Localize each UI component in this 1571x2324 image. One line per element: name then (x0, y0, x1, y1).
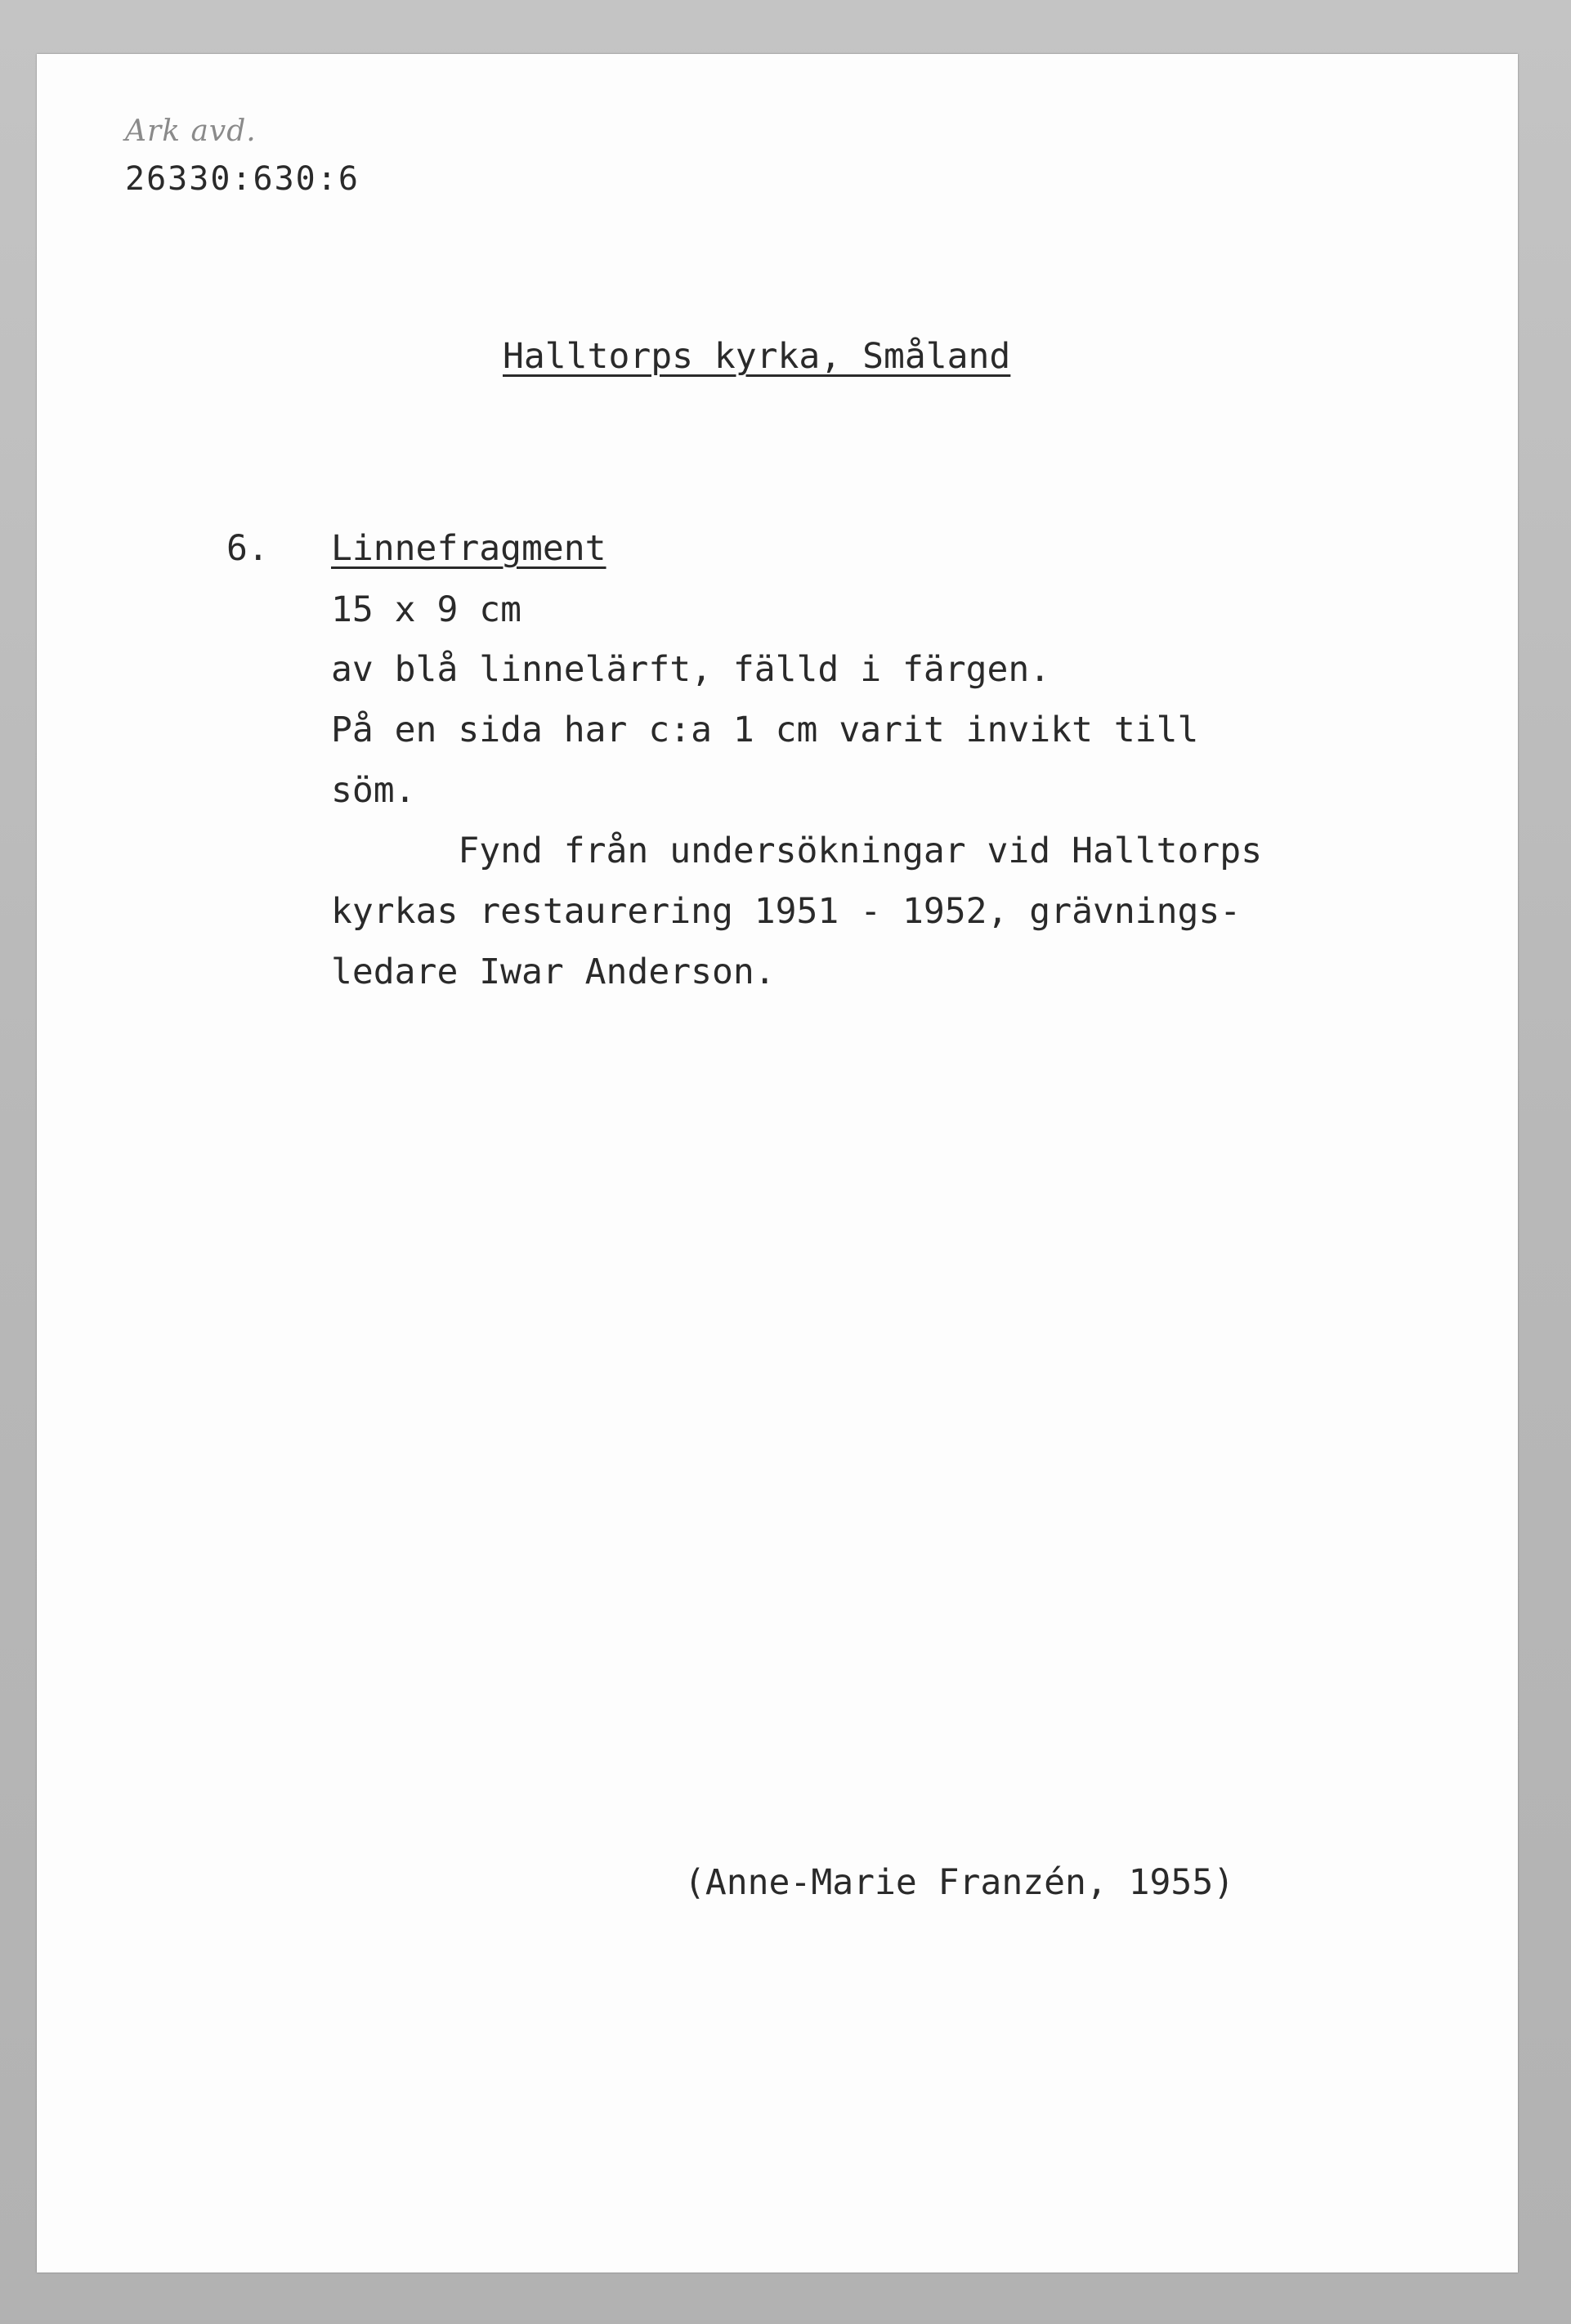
body-line: kyrkas restaurering 1951 - 1952, grävnings- (331, 891, 1242, 932)
body-line: 15 x 9 cm (331, 589, 521, 630)
body-line: På en sida har c:a 1 cm varit invikt till (331, 710, 1199, 750)
body-line: söm. (331, 770, 416, 811)
index-card (37, 54, 1518, 2273)
signature: (Anne-Marie Franzén, 1955) (684, 1862, 1235, 1903)
handwritten-note: Ark avd. (125, 114, 257, 148)
item-heading: Linnefragment (331, 528, 606, 569)
item-number: 6. (226, 528, 269, 569)
catalog-number: 26330:630:6 (125, 160, 360, 198)
body-line: ledare Iwar Anderson. (331, 952, 776, 992)
body-line: Fynd från undersökningar vid Halltorps (331, 831, 1263, 871)
card-title: Halltorps kyrka, Småland (503, 336, 1011, 377)
body-line: av blå linnelärft, fälld i färgen. (331, 649, 1051, 690)
